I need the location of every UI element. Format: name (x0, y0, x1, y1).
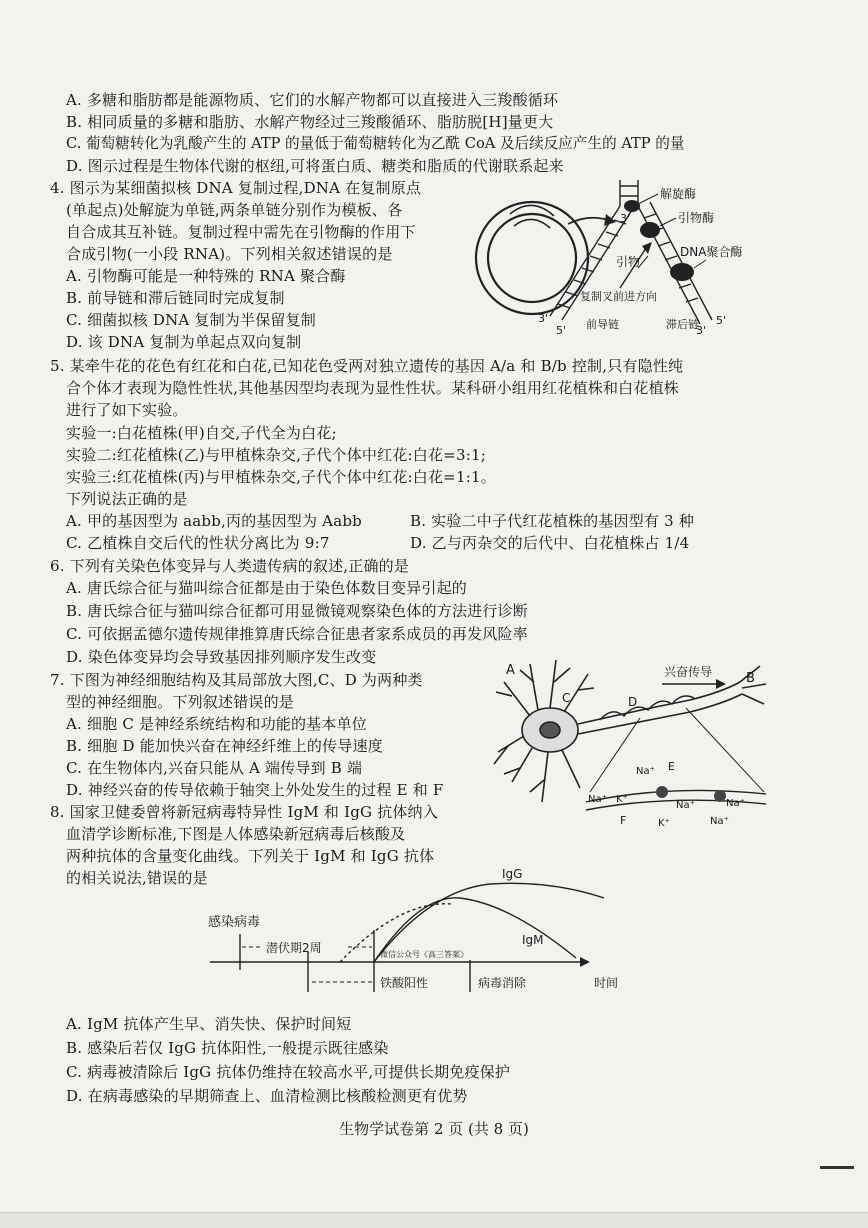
label-igm: IgM (522, 933, 544, 947)
label-infection: 感染病毒 (208, 915, 261, 930)
label-5prime-left: 5' (556, 324, 567, 337)
q8-option-a: A. IgM 抗体产生早、消失快、保护时间短 (66, 1015, 352, 1033)
q3-option-a: A. 多糖和脂肪都是能源物质、它们的水解产物都可以直接进入三羧酸循环 (66, 91, 559, 109)
q6-option-c: C. 可依据孟德尔遗传规律推算唐氏综合征患者家系成员的再发风险率 (66, 625, 528, 643)
q8-option-b: B. 感染后若仅 IgG 抗体阳性,一般提示既往感染 (66, 1039, 389, 1057)
label-c: C (562, 691, 571, 705)
dna-polymerase-icon (670, 263, 694, 281)
q7-stem-line1: 7. 下图为神经细胞结构及其局部放大图,C、D 为两种类 (50, 671, 423, 689)
q6-option-d: D. 染色体变异均会导致基因排列顺序发生改变 (66, 648, 377, 666)
q8-stem-line3: 两种抗体的含量变化曲线。下列关于 IgM 和 IgG 抗体 (66, 847, 435, 865)
label-fork-direction: 复制叉前进方向 (580, 290, 657, 303)
label-window: 铁酸阳性 (380, 976, 429, 990)
excitation-arrow-icon (716, 679, 726, 689)
label-b: B (746, 671, 755, 686)
q7-option-d: D. 神经兴奋的传导依赖于轴突上外处发生的过程 E 和 F (66, 781, 444, 799)
label-3prime-top: 3' (620, 212, 631, 225)
q8-stem-line1: 8. 国家卫健委曾将新冠病毒特异性 IgM 和 IgG 抗体纳入 (50, 803, 438, 821)
q8-option-c: C. 病毒被清除后 IgG 抗体仍维持在较高水平,可提供长期免疫保护 (66, 1063, 511, 1081)
q8-stem-line2: 血清学诊断标准,下图是人体感染新冠病毒后核酸及 (66, 825, 406, 843)
label-na-1: Na⁺ (636, 766, 655, 777)
label-helicase: 解旋酶 (660, 187, 697, 201)
label-primer: 引物 (616, 255, 641, 269)
label-na-2: Na⁺ (588, 794, 607, 805)
neuron-body-icon (494, 660, 594, 802)
page-bottom-edge (0, 1212, 868, 1228)
q4-option-a: A. 引物酶可能是一种特殊的 RNA 聚合酶 (66, 267, 346, 285)
q6-option-b: B. 唐氏综合征与猫叫综合征都可用显微镜观察染色体的方法进行诊断 (66, 602, 528, 620)
q4-stem-line3: 自合成其互补链。复制过程中需先在引物酶的作用下 (66, 223, 416, 241)
q7-stem-line2: 型的神经细胞。下列叙述错误的是 (66, 693, 295, 711)
q5-stem-line2: 合个体才表现为隐性性状,其他基因型均表现为显性性状。某科研小组用红花植株和白花植株 (66, 379, 679, 397)
label-na-3: Na⁺ (676, 800, 695, 811)
label-d: D (628, 695, 638, 709)
time-axis-arrow-icon (580, 957, 590, 967)
q5-stem-line1: 5. 某牵牛花的花色有红花和白花,已知花色受两对独立遗传的基因 A/a 和 B/b 控制,只有隐性纯 (50, 357, 684, 375)
q5-option-a: A. 甲的基因型为 aabb,丙的基因型为 Aabb (66, 512, 362, 530)
label-a: A (506, 663, 515, 678)
q5-stem-line3: 进行了如下实验。 (66, 401, 188, 419)
dna-replication-figure (470, 176, 765, 338)
label-polymerase: DNA聚合酶 (680, 245, 743, 259)
q8-option-d: D. 在病毒感染的早期筛查上、血清检测比核酸检测更有优势 (66, 1087, 468, 1105)
q5-experiment-2: 实验二:红花植株(乙)与甲植株杂交,子代个体中红花:白花=3:1; (66, 446, 486, 464)
label-3prime-right: 3' (696, 324, 707, 337)
circular-dna-icon (476, 202, 588, 314)
label-na-5: Na⁺ (710, 816, 729, 827)
label-3prime-left: 3' (538, 312, 549, 325)
q4-stem-line2: (单起点)处解旋为单链,两条单链分别作为模板、各 (66, 201, 403, 219)
q7-option-c: C. 在生物体内,兴奋只能从 A 端传导到 B 端 (66, 759, 363, 777)
q4-option-c: C. 细菌拟核 DNA 复制为半保留复制 (66, 311, 316, 329)
q4-stem-line4: 合成引物(一小段 RNA)。下列相关叙述错误的是 (66, 245, 393, 263)
q6-stem: 6. 下列有关染色体变异与人类遗传病的叙述,正确的是 (50, 557, 410, 575)
q6-option-a: A. 唐氏综合征与猫叫综合征都是由于染色体数目变异引起的 (66, 579, 467, 597)
label-cleared: 病毒消除 (478, 976, 527, 990)
label-igg: IgG (502, 867, 523, 881)
antibody-curve-figure (190, 860, 650, 1000)
q5-option-c: C. 乙植株自交后代的性状分离比为 9:7 (66, 534, 330, 552)
label-lagging: 滞后链 (666, 318, 699, 331)
q4-option-b: B. 前导链和滞后链同时完成复制 (66, 289, 285, 307)
q5-experiment-1: 实验一:白花植株(甲)自交,子代全为白花; (66, 424, 337, 442)
channel-f-icon (714, 790, 726, 802)
zoom-arrow-icon (568, 218, 608, 224)
q5-prompt: 下列说法正确的是 (66, 490, 188, 508)
label-f: F (620, 814, 627, 827)
label-k-2: K⁺ (658, 818, 670, 828)
label-k-1: K⁺ (616, 794, 628, 805)
channel-e-icon (656, 786, 668, 798)
label-time: 时间 (594, 976, 619, 990)
q5-option-d: D. 乙与丙杂交的后代中、白花植株占 1/4 (410, 534, 690, 552)
label-watermark: 微信公众号《高三答案》 (380, 950, 468, 959)
label-5prime-right: 5' (716, 314, 727, 327)
q7-option-b: B. 细胞 D 能加快兴奋在神经纤维上的传导速度 (66, 737, 383, 755)
page-footer: 生物学试卷第 2 页 (共 8 页) (339, 1120, 529, 1138)
q8-stem-line4: 的相关说法,错误的是 (66, 869, 208, 887)
label-excitation: 兴奋传导 (664, 665, 713, 679)
label-latent: 潜伏期2周 (266, 941, 322, 955)
q3-option-d: D. 图示过程是生物体代谢的枢纽,可将蛋白质、糖类和脂质的代谢联系起来 (66, 157, 564, 175)
q7-option-a: A. 细胞 C 是神经系统结构和功能的基本单位 (66, 715, 367, 733)
q5-option-b: B. 实验二中子代红花植株的基因型有 3 种 (410, 512, 695, 530)
q4-option-d: D. 该 DNA 复制为单起点双向复制 (66, 333, 302, 351)
helicase-icon (624, 200, 640, 212)
q4-stem-line1: 4. 图示为某细菌拟核 DNA 复制过程,DNA 在复制原点 (50, 179, 422, 197)
neuron-figure (490, 652, 770, 828)
label-na-4: Na⁺ (726, 798, 745, 809)
label-primase: 引物酶 (678, 211, 715, 225)
q3-option-b: B. 相同质量的多糖和脂肪、水解产物经过三羧酸循环、脂肪脱[H]量更大 (66, 113, 554, 131)
label-leading: 前导链 (586, 318, 619, 331)
primase-icon (640, 222, 660, 238)
scan-mark-icon (820, 1166, 854, 1169)
q3-option-c: C. 葡萄糖转化为乳酸产生的 ATP 的量低于葡萄糖转化为乙酰 CoA 及后续反应产生的 ATP 的量 (66, 135, 685, 152)
label-e: E (668, 760, 675, 773)
q5-experiment-3: 实验三:红花植株(丙)与甲植株杂交,子代个体中红花:白花=1:1。 (66, 468, 496, 486)
